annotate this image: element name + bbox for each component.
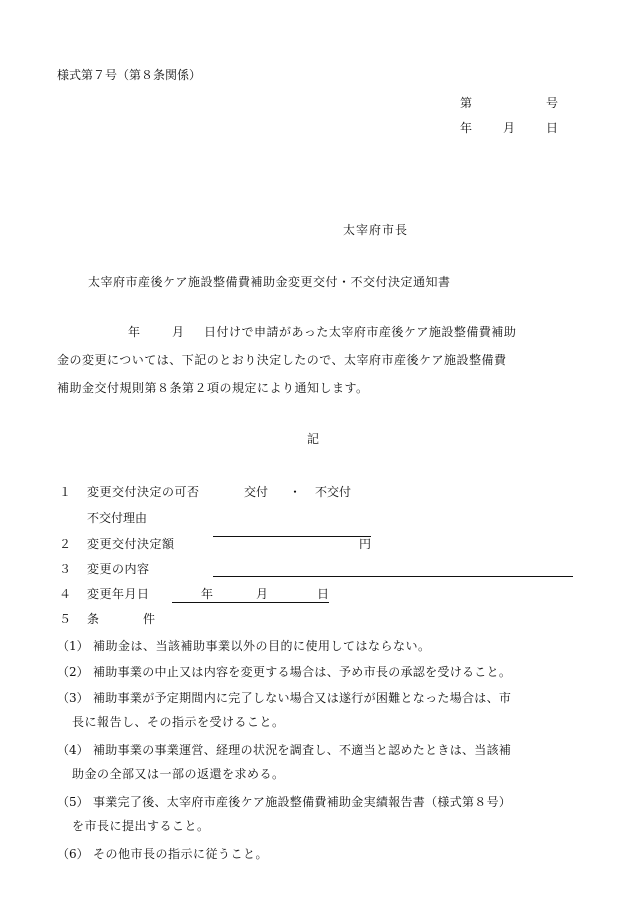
item1-option-kofu: 交付 (244, 485, 269, 499)
item5-label-b: 件 (143, 612, 156, 626)
condition-2-text: 補助事業の中止又は内容を変更する場合は、予め市長の承認を受けること。 (93, 665, 512, 679)
body-line2: 金の変更については、下記のとおり決定したので、太宰府市産後ケア施設整備費 (57, 353, 507, 367)
doc-number-go: 号 (546, 96, 559, 110)
form-label: 様式第７号（第８条関係） (57, 68, 202, 82)
body-month: 月 (172, 325, 185, 339)
condition-5-number: （5） (57, 795, 89, 809)
item4-month: 月 (256, 587, 269, 601)
item2-number: ２ (59, 537, 72, 551)
condition-5-text: 事業完了後、太宰府市産後ケア施設整備費補助金実績報告書（様式第８号） (93, 795, 512, 809)
body-year: 年 (128, 325, 141, 339)
condition-4-number: （4） (57, 743, 89, 757)
condition-3-number: （3） (57, 691, 89, 705)
condition-2-number: （2） (57, 665, 89, 679)
condition-3-continuation: 長に報告し、その指示を受けること。 (72, 715, 285, 729)
item4-number: ４ (59, 587, 72, 601)
body-line3: 補助金交付規則第８条第２項の規定により通知します。 (57, 381, 369, 395)
condition-6-number: （6） (57, 847, 89, 861)
item1-reason-label: 不交付理由 (87, 511, 148, 525)
date-year: 年 (460, 121, 473, 135)
doc-number-dai: 第 (460, 96, 473, 110)
item1-number: １ (59, 485, 72, 499)
item1-label: 変更交付決定の可否 (87, 485, 200, 499)
issuer: 太宰府市長 (343, 223, 409, 237)
item1-option-fukofu: 不交付 (315, 485, 352, 499)
condition-1-text: 補助金は、当該補助事業以外の目的に使用してはならない。 (93, 639, 431, 653)
condition-1-number: （1） (57, 639, 89, 653)
item2-label: 変更交付決定額 (87, 537, 175, 551)
item2-amount-line (213, 536, 371, 551)
item5-label-a: 条 (87, 612, 100, 626)
item1-separator: ・ (289, 485, 302, 499)
condition-4-text: 補助事業の事業運営、経理の状況を調査し、不適当と認めたときは、当該補 (93, 743, 512, 757)
condition-4-continuation: 助金の全部又は一部の返還を求める。 (72, 767, 285, 781)
item5-number: ５ (59, 612, 72, 626)
document-title: 太宰府市産後ケア施設整備費補助金変更交付・不交付決定通知書 (88, 275, 451, 289)
condition-6-text: その他市長の指示に従うこと。 (93, 847, 269, 861)
item3-content-line (213, 561, 573, 577)
date-month: 月 (503, 121, 516, 135)
item4-year: 年 (201, 587, 214, 601)
date-day: 日 (546, 121, 559, 135)
condition-3-text: 補助事業が予定期間内に完了しない場合又は遂行が困難となった場合は、市 (93, 691, 512, 705)
item3-number: ３ (59, 562, 72, 576)
body-line1: 日付けで申請があった太宰府市産後ケア施設整備費補助 (204, 325, 517, 339)
condition-5-continuation: を市長に提出すること。 (72, 819, 210, 833)
item4-label: 変更年月日 (87, 587, 150, 601)
item4-day: 日 (317, 587, 330, 601)
item3-label: 変更の内容 (87, 562, 150, 576)
item2-unit: 円 (358, 537, 371, 551)
ki-heading: 記 (307, 432, 320, 446)
item4-date-line (172, 586, 329, 603)
